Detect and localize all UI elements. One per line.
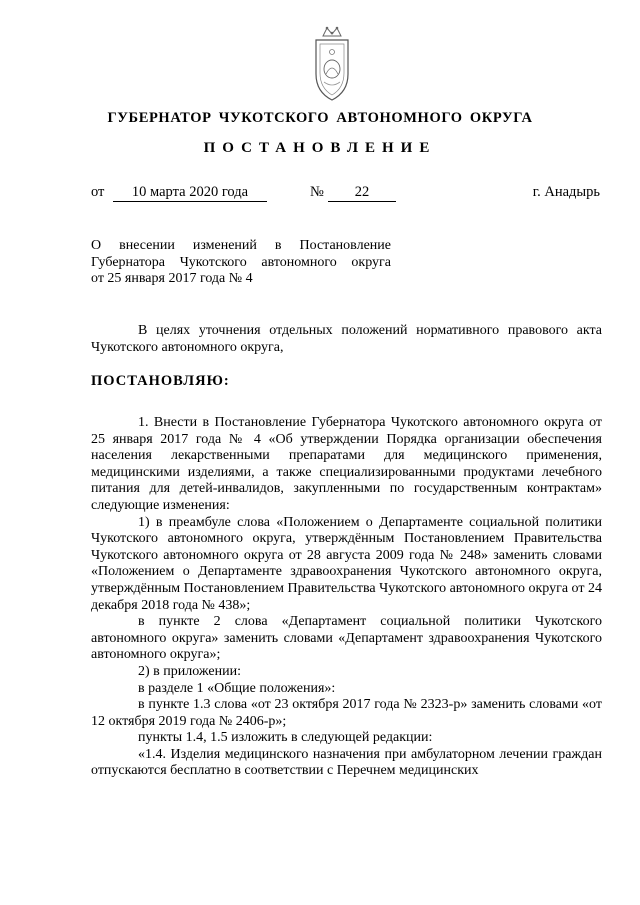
paragraph: в пункте 2 слова «Департамент социальной политики Чукотского автономного округа» заменить словами «Департамент здравоохранения Чукотского автономного округа»; (91, 614, 602, 663)
date-prefix: от (91, 184, 105, 200)
paragraph: в разделе 1 «Общие положения»: (138, 680, 336, 696)
coat-of-arms-emblem (306, 22, 358, 104)
preamble-text: В целях уточнения отдельных положений нормативного правового акта Чукотского автономного округа, (91, 323, 602, 355)
issuer-heading: ГУБЕРНАТОР ЧУКОТСКОГО АВТОНОМНОГО ОКРУГА (107, 110, 533, 126)
subject-line: Губернатора Чукотского автономного округа (91, 254, 391, 270)
issue-place: г. Анадырь (532, 184, 600, 200)
subject-line: от 25 января 2017 года № 4 (91, 271, 253, 286)
paragraph: пункты 1.4, 1.5 изложить в следующей редакции: (138, 730, 433, 746)
document-number: 22 (328, 184, 396, 202)
paragraph: 2) в приложении: (138, 663, 241, 679)
preamble-block (91, 323, 602, 356)
document-type-heading: ПОСТАНОВЛЕНИЕ (203, 140, 437, 156)
resolve-heading: ПОСТАНОВЛЯЮ: (91, 373, 230, 389)
paragraph: «1.4. Изделия медицинского назначения при амбулаторном лечении граждан отпускаются бесплатно в соответствии с Перечнем медицинских (91, 746, 602, 779)
decree-body (91, 415, 602, 780)
paragraph: в пункте 1.3 слова «от 23 октября 2017 года № 2323-р» заменить словами «от 12 октября 2019 года № 2406-р»; (91, 697, 602, 729)
paragraph: 1. Внести в Постановление Губернатора Чукотского автономного округа от 25 января 2017 года № 4 «Об утверждении Порядка организации обеспечения населения лекарственными препаратами для медицинского применения, медицинскими изделиями, а также специализированными продуктами лечебного питания для детей-инвалидов, закупленными по государственным контрактам» следующие изменения: (91, 415, 602, 513)
document-subject (91, 238, 391, 288)
document-date: 10 марта 2020 года (113, 184, 267, 202)
subject-line: О внесении изменений в Постановление (91, 238, 391, 253)
date-number-line (91, 184, 600, 204)
paragraph: 1) в преамбуле слова «Положением о Департаменте социальной политики Чукотского автономного округа, утверждённым Постановлением Правительства Чукотского автономного округа от 28 августа 2009 года № 248» заменить словами «Положением о Департаменте здравоохранения Чукотского автономного округа, утверждённым Постановлением Правительства Чукотского автономного округа от 24 декабря 2018 года № 438»; (91, 514, 602, 613)
number-sign: № (310, 184, 324, 200)
